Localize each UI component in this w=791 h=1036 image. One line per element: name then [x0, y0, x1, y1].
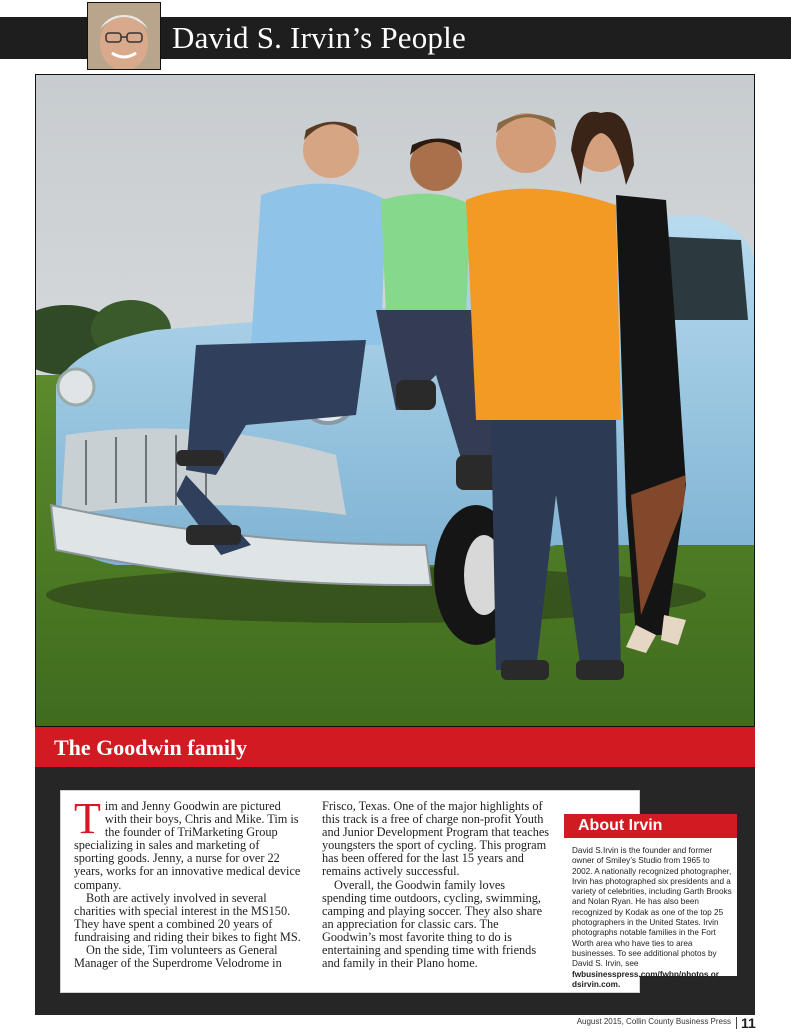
family-photo	[35, 74, 755, 727]
story-paragraph-1-text: im and Jenny Goodwin are pictured with their boys, Chris and Mike. Tim is the founder of TriMarketing Group specializing in sales and marketing of sporting goods. Jenny, a nurse for over 22 years, works for an innovative medical device company.	[74, 799, 301, 892]
link-fwbusinesspress[interactable]: fwbusinesspress.com/fwbp/photos	[572, 969, 709, 979]
link-dsirvin[interactable]: dsirvin.com	[572, 979, 618, 989]
about-or: or	[708, 969, 719, 979]
author-portrait	[87, 2, 161, 70]
about-title: About Irvin	[578, 817, 663, 834]
page-title: David S. Irvin’s People	[172, 20, 466, 55]
drop-cap: T	[74, 794, 101, 843]
story-text	[74, 794, 550, 986]
footer-credit: August 2015, Collin County Business Press	[576, 1017, 731, 1026]
about-end: .	[617, 979, 621, 989]
story-paragraph-3: On the side, Tim volunteers as General Manager of the Superdrome Velodrome in Frisco, Texas. One of the major highlights of this track is a free of charge non-profit Youth and Junior Development Program that teaches youngsters the sport of cycling. This program has been offered for the last 15 years and remains actively successful.	[74, 799, 550, 971]
feature-title: The Goodwin family	[54, 735, 248, 760]
about-text	[572, 846, 732, 990]
story-paragraph-4: Overall, the Goodwin family loves spending time outdoors, cycling, swimming, camping and playing soccer. They also share an appreciation for classic cars. The Goodwin’s most favorite thing to do is entertaining and spending time with friends and family in their Plano home.	[322, 877, 543, 971]
footer-separator	[736, 1017, 737, 1029]
story-paragraph-2: Both are actively involved in several charities with special interest in the MS150. They have spent a combined 20 years of fundraising and riding their bikes to fight MS.	[74, 890, 301, 944]
page-number: 11	[741, 1015, 756, 1031]
about-body: David S.Irvin is the founder and former owner of Smiley’s Studio from 1965 to 2002. A nationally recognized photographer, Irvin has photographed six presidents and a variety of celebrities, including Garth Brooks and Nolan Ryan. He has also been recognized by Kodak as one of the top 25 photographers in the United States. Irvin photographs notable families in the Fort Worth area who have ties to area businesses. To see additional photos by David S. Irvin, see	[572, 846, 732, 969]
story-paragraph-1	[74, 794, 302, 892]
